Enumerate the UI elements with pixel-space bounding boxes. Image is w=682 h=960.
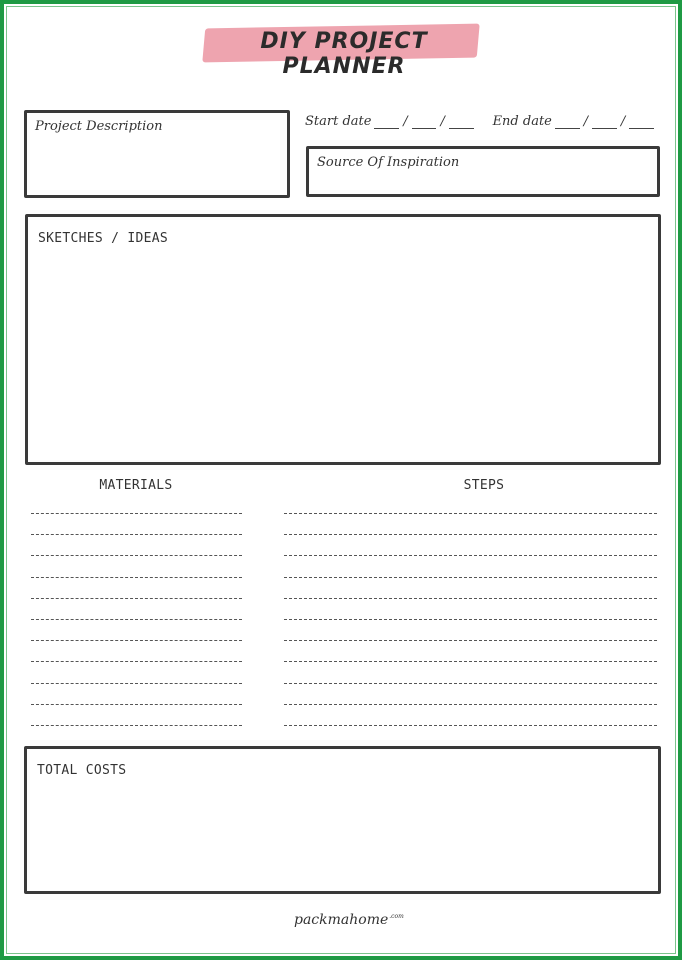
end-date-separator-2: / xyxy=(620,114,626,129)
sketches-ideas-label: SKETCHES / IDEAS xyxy=(38,231,169,246)
project-description-label: Project Description xyxy=(35,119,163,134)
materials-line[interactable] xyxy=(31,661,242,662)
steps-line[interactable] xyxy=(284,661,657,662)
page-title: DIY PROJECT PLANNER xyxy=(260,29,428,79)
materials-line[interactable] xyxy=(31,683,242,684)
project-description-box[interactable] xyxy=(24,110,290,198)
steps-line[interactable] xyxy=(284,513,657,514)
materials-line[interactable] xyxy=(31,577,242,578)
steps-line[interactable] xyxy=(284,704,657,705)
materials-line[interactable] xyxy=(31,619,242,620)
end-date-separator-1: / xyxy=(583,114,589,129)
steps-line[interactable] xyxy=(284,619,657,620)
source-of-inspiration-label: Source Of Inspiration xyxy=(317,155,460,170)
materials-line[interactable] xyxy=(31,725,242,726)
end-date-label: End date xyxy=(492,114,552,129)
total-costs-box[interactable] xyxy=(24,746,661,894)
materials-line[interactable] xyxy=(31,598,242,599)
source-of-inspiration-box[interactable] xyxy=(306,146,660,197)
title-block xyxy=(204,19,480,79)
steps-line[interactable] xyxy=(284,725,657,726)
steps-line[interactable] xyxy=(284,555,657,556)
start-date-separator-1: / xyxy=(403,114,408,129)
steps-line[interactable] xyxy=(284,534,657,535)
end-date-day-field[interactable] xyxy=(555,116,580,129)
date-row xyxy=(305,109,657,129)
materials-line[interactable] xyxy=(31,640,242,641)
start-date-month-field[interactable] xyxy=(412,116,437,129)
start-date-separator-2: / xyxy=(440,114,445,129)
materials-heading: MATERIALS xyxy=(99,478,173,493)
materials-line[interactable] xyxy=(31,513,242,514)
end-date-month-field[interactable] xyxy=(592,116,617,129)
start-date-label: Start date xyxy=(305,114,372,129)
brand-logo-text: packmahome xyxy=(294,912,389,928)
sketches-ideas-box[interactable] xyxy=(25,214,661,465)
start-date-day-field[interactable] xyxy=(374,116,399,129)
steps-line[interactable] xyxy=(284,598,657,599)
start-date-year-field[interactable] xyxy=(449,116,474,129)
end-date-year-field[interactable] xyxy=(629,116,654,129)
steps-line[interactable] xyxy=(284,577,657,578)
brand-logo-suffix: .com xyxy=(389,913,404,921)
steps-line[interactable] xyxy=(284,640,657,641)
steps-heading: STEPS xyxy=(463,478,505,493)
steps-line[interactable] xyxy=(284,683,657,684)
materials-line[interactable] xyxy=(31,704,242,705)
total-costs-label: TOTAL COSTS xyxy=(37,763,127,778)
brand-logo xyxy=(294,912,404,942)
materials-line[interactable] xyxy=(31,555,242,556)
materials-line[interactable] xyxy=(31,534,242,535)
